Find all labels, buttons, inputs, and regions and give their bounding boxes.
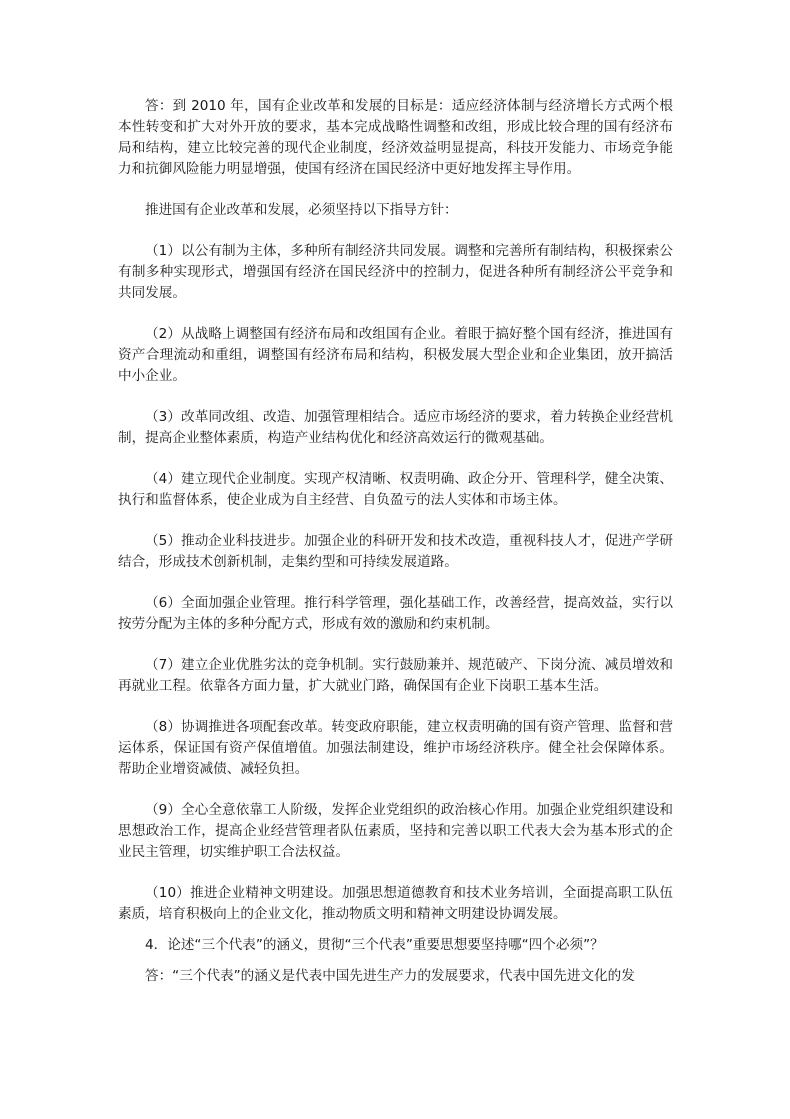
guideline-item-5: （5）推动企业科技进步。加强企业的科研开发和技术改造，重视科技人才，促进产学研结合，形成技术创新机制，走集约型和可持续发展道路。 (118, 533, 673, 570)
guideline-item-4: （4）建立现代企业制度。实现产权清晰、权责明确、政企分开、管理科学，健全决策、执行和监督体系，使企业成为自主经营、自负盈亏的法人实体和市场主体。 (118, 471, 673, 508)
guideline-item-2: （2）从战略上调整国有经济布局和改组国有企业。着眼于搞好整个国有经济，推进国有资产合理流动和重组，调整国有经济布局和结构，积极发展大型企业和企业集团，放开搞活中小企业。 (118, 326, 673, 384)
document-page (118, 96, 673, 1007)
guideline-item-7: （7）建立企业优胜劣汰的竞争机制。实行鼓励兼并、规范破产、下岗分流、减员增效和再就业工程。依靠各方面力量，扩大就业门路，确保国有企业下岗职工基本生活。 (118, 657, 673, 694)
guideline-item-10: （10）推进企业精神文明建设。加强思想道德教育和技术业务培训，全面提高职工队伍素质，培育积极向上的企业文化，推动物质文明和精神文明建设协调发展。 (118, 885, 673, 922)
guideline-item-9: （9）全心全意依靠工人阶级，发挥企业党组织的政治核心作用。加强企业党组织建设和思想政治工作，提高企业经营管理者队伍素质，坚持和完善以职工代表大会为基本形式的企业民主管理，切实维护职工合法权益。 (118, 802, 673, 860)
answer-paragraph-three-represents: 答：“三个代表”的涵义是代表中国先进生产力的发展要求，代表中国先进文化的发 (145, 968, 635, 984)
guideline-intro-paragraph: 推进国有企业改革和发展，必须坚持以下指导方针： (145, 202, 458, 218)
guideline-item-1: （1）以公有制为主体，多种所有制经济共同发展。调整和完善所有制结构，积极探索公有制多种实现形式，增强国有经济在国民经济中的控制力，促进各种所有制经济公平竞争和共同发展。 (118, 243, 673, 301)
guideline-item-3: （3）改革同改组、改造、加强管理相结合。适应市场经济的要求，着力转换企业经营机制，提高企业整体素质，构造产业结构优化和经济高效运行的微观基础。 (118, 409, 673, 446)
guideline-item-8: （8）协调推进各项配套改革。转变政府职能，建立权责明确的国有资产管理、监督和营运体系，保证国有资产保值增值。加强法制建设，维护市场经济秩序。健全社会保障体系。帮助企业增资减债、减轻负担。 (118, 719, 673, 777)
question-4: 4．论述“三个代表”的涵义，贯彻“三个代表”重要思想要坚持哪“四个必须”？ (145, 937, 604, 953)
answer-paragraph-goals: 答：到 2010 年，国有企业改革和发展的目标是：适应经济体制与经济增长方式两个根本性转变和扩大对外开放的要求，基本完成战略性调整和改组，形成比较合理的国有经济布局和结构，建立比较完善的现代企业制度，经济效益明显提高，科技开发能力、市场竞争能力和抗御风险能力明显增强，使国有经济在国民经济中更好地发挥主导作用。 (118, 98, 673, 177)
guideline-item-6: （6）全面加强企业管理。推行科学管理，强化基础工作，改善经营，提高效益，实行以按劳分配为主体的多种分配方式，形成有效的激励和约束机制。 (118, 595, 673, 632)
